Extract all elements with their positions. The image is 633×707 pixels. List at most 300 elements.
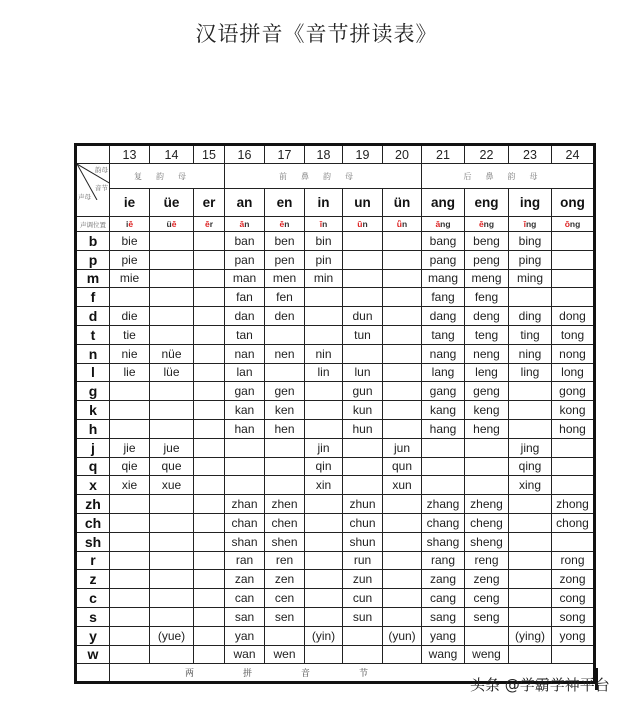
syllable-cell: mie bbox=[110, 269, 150, 288]
syllable-cell: tan bbox=[225, 325, 265, 344]
syllable-cell bbox=[383, 269, 422, 288]
syllable-cell: nong bbox=[552, 344, 595, 363]
syllable-cell: lun bbox=[343, 363, 383, 382]
syllable-cell: zhan bbox=[225, 495, 265, 514]
syllable-cell bbox=[552, 476, 595, 495]
syllable-cell: hen bbox=[265, 419, 305, 438]
initial-label: h bbox=[76, 419, 110, 438]
syllable-cell: (ying) bbox=[509, 626, 552, 645]
syllable-cell bbox=[509, 382, 552, 401]
syllable-cell bbox=[150, 401, 194, 420]
table-row bbox=[76, 457, 595, 476]
tone-letters: i bbox=[125, 219, 129, 229]
table-row bbox=[76, 401, 595, 420]
tone-mark: ē bbox=[279, 219, 285, 229]
syllable-cell: gang bbox=[422, 382, 465, 401]
syllable-cell bbox=[305, 551, 343, 570]
syllable-cell: xue bbox=[150, 476, 194, 495]
table-row bbox=[76, 495, 595, 514]
syllable-cell: chong bbox=[552, 513, 595, 532]
syllable-cell bbox=[305, 401, 343, 420]
syllable-cell: gun bbox=[343, 382, 383, 401]
column-number: 21 bbox=[422, 145, 465, 164]
syllable-cell bbox=[509, 513, 552, 532]
column-number: 14 bbox=[150, 145, 194, 164]
syllable-cell: lüe bbox=[150, 363, 194, 382]
tone-row bbox=[76, 217, 595, 232]
syllable-cell: pin bbox=[305, 250, 343, 269]
syllable-cell bbox=[150, 495, 194, 514]
table-row bbox=[76, 607, 595, 626]
syllable-cell: gong bbox=[552, 382, 595, 401]
syllable-cell bbox=[383, 495, 422, 514]
syllable-cell: ding bbox=[509, 307, 552, 326]
syllable-cell bbox=[194, 438, 225, 457]
syllable-cell bbox=[383, 325, 422, 344]
syllable-cell bbox=[110, 626, 150, 645]
syllable-cell bbox=[194, 495, 225, 514]
initial-label: k bbox=[76, 401, 110, 420]
page-title: 汉语拼音《音节拼读表》 bbox=[195, 22, 438, 46]
initial-label: g bbox=[76, 382, 110, 401]
syllable-cell bbox=[110, 382, 150, 401]
syllable-cell bbox=[150, 532, 194, 551]
watermark: 头条 @学霸学神平台 bbox=[470, 676, 610, 694]
syllable-cell: den bbox=[265, 307, 305, 326]
syllable-cell: tun bbox=[343, 325, 383, 344]
syllable-cell bbox=[265, 325, 305, 344]
syllable-cell: shun bbox=[343, 532, 383, 551]
syllable-cell bbox=[383, 532, 422, 551]
syllable-cell: peng bbox=[465, 250, 509, 269]
syllable-cell bbox=[343, 438, 383, 457]
syllable-cell: ben bbox=[265, 232, 305, 251]
corner-blank bbox=[76, 145, 110, 164]
syllable-cell: ren bbox=[265, 551, 305, 570]
syllable-cell bbox=[343, 476, 383, 495]
syllable-cell bbox=[343, 232, 383, 251]
initial-label: b bbox=[76, 232, 110, 251]
tone-letters: ü bbox=[166, 219, 172, 229]
syllable-cell bbox=[465, 626, 509, 645]
syllable-cell: pie bbox=[110, 250, 150, 269]
syllable-cell: gan bbox=[225, 382, 265, 401]
tone-position bbox=[509, 217, 552, 232]
tone-mark: ē bbox=[478, 219, 484, 229]
syllable-cell bbox=[265, 626, 305, 645]
syllable-cell bbox=[305, 645, 343, 664]
tone-position bbox=[265, 217, 305, 232]
initial-label: s bbox=[76, 607, 110, 626]
table-row bbox=[76, 532, 595, 551]
initial-label: j bbox=[76, 438, 110, 457]
initial-label: l bbox=[76, 363, 110, 382]
initial-label: ch bbox=[76, 513, 110, 532]
syllable-cell bbox=[150, 607, 194, 626]
syllable-cell bbox=[383, 419, 422, 438]
tone-letters: ng bbox=[483, 219, 495, 229]
syllable-cell bbox=[305, 570, 343, 589]
syllable-cell bbox=[150, 419, 194, 438]
syllable-cell bbox=[383, 551, 422, 570]
tone-position bbox=[343, 217, 383, 232]
syllable-cell bbox=[305, 325, 343, 344]
syllable-cell: sheng bbox=[465, 532, 509, 551]
syllable-cell bbox=[343, 645, 383, 664]
syllable-cell: jun bbox=[383, 438, 422, 457]
syllable-cell: xie bbox=[110, 476, 150, 495]
syllable-cell bbox=[422, 476, 465, 495]
syllable-cell: jing bbox=[509, 438, 552, 457]
syllable-table bbox=[74, 143, 596, 684]
syllable-cell: zan bbox=[225, 570, 265, 589]
syllable-cell: reng bbox=[465, 551, 509, 570]
syllable-cell bbox=[194, 344, 225, 363]
syllable-cell bbox=[110, 288, 150, 307]
syllable-cell bbox=[509, 401, 552, 420]
column-number: 22 bbox=[465, 145, 509, 164]
syllable-cell bbox=[150, 307, 194, 326]
footer-blank bbox=[76, 664, 110, 683]
syllable-cell: ken bbox=[265, 401, 305, 420]
tone-position bbox=[110, 217, 150, 232]
syllable-cell: weng bbox=[465, 645, 509, 664]
corner-label-initial: 声母 bbox=[78, 193, 91, 201]
syllable-cell: pan bbox=[225, 250, 265, 269]
syllable-cell bbox=[305, 419, 343, 438]
initial-label: r bbox=[76, 551, 110, 570]
syllable-cell: rang bbox=[422, 551, 465, 570]
header-corner bbox=[76, 164, 110, 217]
syllable-cell: nüe bbox=[150, 344, 194, 363]
initial-label: q bbox=[76, 457, 110, 476]
syllable-cell bbox=[150, 645, 194, 664]
syllable-cell: nin bbox=[305, 344, 343, 363]
tone-mark: ō bbox=[564, 219, 570, 229]
final-header: eng bbox=[465, 189, 509, 217]
syllable-cell bbox=[194, 269, 225, 288]
syllable-cell bbox=[509, 551, 552, 570]
syllable-cell bbox=[150, 250, 194, 269]
table-row bbox=[76, 570, 595, 589]
column-number: 24 bbox=[552, 145, 595, 164]
initial-label: c bbox=[76, 589, 110, 608]
column-number: 20 bbox=[383, 145, 422, 164]
syllable-cell bbox=[552, 232, 595, 251]
initial-label: f bbox=[76, 288, 110, 307]
table-row bbox=[76, 325, 595, 344]
syllable-cell: heng bbox=[465, 419, 509, 438]
initial-label: d bbox=[76, 307, 110, 326]
syllable-cell: zhen bbox=[265, 495, 305, 514]
syllable-cell bbox=[194, 457, 225, 476]
syllable-cell: deng bbox=[465, 307, 509, 326]
final-header: un bbox=[343, 189, 383, 217]
syllable-cell bbox=[150, 551, 194, 570]
tone-letters: n bbox=[322, 219, 328, 229]
syllable-cell: long bbox=[552, 363, 595, 382]
syllable-cell: fen bbox=[265, 288, 305, 307]
syllable-cell: qing bbox=[509, 457, 552, 476]
syllable-cell: gen bbox=[265, 382, 305, 401]
syllable-cell: geng bbox=[465, 382, 509, 401]
syllable-cell bbox=[194, 645, 225, 664]
syllable-cell: can bbox=[225, 589, 265, 608]
syllable-cell bbox=[343, 457, 383, 476]
syllable-cell bbox=[194, 363, 225, 382]
syllable-cell: zen bbox=[265, 570, 305, 589]
syllable-cell bbox=[509, 532, 552, 551]
initial-label: m bbox=[76, 269, 110, 288]
table-row bbox=[76, 363, 595, 382]
syllable-cell: zhang bbox=[422, 495, 465, 514]
syllable-cell bbox=[110, 607, 150, 626]
syllable-cell bbox=[110, 419, 150, 438]
final-header: ing bbox=[509, 189, 552, 217]
footer-word: 拼 bbox=[242, 669, 252, 680]
syllable-cell bbox=[194, 288, 225, 307]
syllable-cell: sun bbox=[343, 607, 383, 626]
syllable-cell bbox=[383, 645, 422, 664]
syllable-cell bbox=[194, 532, 225, 551]
syllable-cell bbox=[343, 288, 383, 307]
syllable-cell: qin bbox=[305, 457, 343, 476]
syllable-cell bbox=[552, 532, 595, 551]
syllable-cell: ming bbox=[509, 269, 552, 288]
syllable-cell bbox=[383, 250, 422, 269]
tone-letters: n bbox=[284, 219, 290, 229]
syllable-cell: song bbox=[552, 607, 595, 626]
syllable-cell bbox=[225, 457, 265, 476]
table-row bbox=[76, 645, 595, 664]
syllable-cell: que bbox=[150, 457, 194, 476]
syllable-cell bbox=[305, 513, 343, 532]
syllable-cell bbox=[383, 382, 422, 401]
syllable-cell bbox=[150, 288, 194, 307]
column-number: 13 bbox=[110, 145, 150, 164]
tone-mark: ē bbox=[204, 219, 210, 229]
syllable-cell: bin bbox=[305, 232, 343, 251]
tone-position-label: 声调位置 bbox=[76, 217, 110, 232]
syllable-cell bbox=[265, 476, 305, 495]
syllable-cell bbox=[383, 344, 422, 363]
syllable-cell bbox=[509, 288, 552, 307]
initial-label: t bbox=[76, 325, 110, 344]
syllable-cell: chan bbox=[225, 513, 265, 532]
tone-position bbox=[422, 217, 465, 232]
syllable-cell bbox=[465, 438, 509, 457]
syllable-cell: (yue) bbox=[150, 626, 194, 645]
syllable-cell: rong bbox=[552, 551, 595, 570]
syllable-cell bbox=[305, 307, 343, 326]
syllable-cell: mang bbox=[422, 269, 465, 288]
syllable-cell bbox=[110, 513, 150, 532]
syllable-cell: hang bbox=[422, 419, 465, 438]
syllable-cell: cun bbox=[343, 589, 383, 608]
table-row bbox=[76, 232, 595, 251]
syllable-cell bbox=[194, 513, 225, 532]
table-row bbox=[76, 513, 595, 532]
syllable-cell bbox=[110, 532, 150, 551]
syllable-cell bbox=[150, 513, 194, 532]
syllable-cell bbox=[110, 551, 150, 570]
syllable-cell: zang bbox=[422, 570, 465, 589]
syllable-cell: nang bbox=[422, 344, 465, 363]
footer-word: 音 bbox=[300, 669, 310, 680]
table-row bbox=[76, 269, 595, 288]
syllable-cell: lie bbox=[110, 363, 150, 382]
final-header: üe bbox=[150, 189, 194, 217]
column-number: 18 bbox=[305, 145, 343, 164]
syllable-cell bbox=[265, 363, 305, 382]
syllable-cell bbox=[552, 269, 595, 288]
syllable-cell: zeng bbox=[465, 570, 509, 589]
syllable-cell bbox=[383, 513, 422, 532]
finals-row bbox=[76, 189, 595, 217]
syllable-cell: tang bbox=[422, 325, 465, 344]
final-group-label: 后鼻韵母 bbox=[422, 164, 595, 189]
syllable-cell bbox=[110, 570, 150, 589]
syllable-cell bbox=[509, 607, 552, 626]
syllable-cell: xing bbox=[509, 476, 552, 495]
syllable-cell: cen bbox=[265, 589, 305, 608]
syllable-cell: cong bbox=[552, 589, 595, 608]
initial-label: sh bbox=[76, 532, 110, 551]
column-number: 23 bbox=[509, 145, 552, 164]
tone-mark: ī bbox=[523, 219, 526, 229]
final-header: er bbox=[194, 189, 225, 217]
final-header: en bbox=[265, 189, 305, 217]
syllable-cell bbox=[509, 419, 552, 438]
syllable-cell bbox=[343, 344, 383, 363]
syllable-cell bbox=[422, 457, 465, 476]
syllable-cell bbox=[465, 457, 509, 476]
initial-label: y bbox=[76, 626, 110, 645]
syllable-cell bbox=[194, 589, 225, 608]
syllable-cell bbox=[194, 250, 225, 269]
final-header: ong bbox=[552, 189, 595, 217]
syllable-cell: zhong bbox=[552, 495, 595, 514]
syllable-cell: pen bbox=[265, 250, 305, 269]
syllable-cell: bing bbox=[509, 232, 552, 251]
syllable-cell: wan bbox=[225, 645, 265, 664]
syllable-cell bbox=[383, 570, 422, 589]
syllable-cell: qun bbox=[383, 457, 422, 476]
syllable-cell bbox=[552, 457, 595, 476]
syllable-cell bbox=[265, 457, 305, 476]
syllable-cell: jie bbox=[110, 438, 150, 457]
syllable-cell: dong bbox=[552, 307, 595, 326]
syllable-cell bbox=[265, 438, 305, 457]
final-header: ang bbox=[422, 189, 465, 217]
syllable-cell bbox=[383, 232, 422, 251]
syllable-cell bbox=[552, 438, 595, 457]
number-row bbox=[76, 145, 595, 164]
syllable-cell: hun bbox=[343, 419, 383, 438]
tone-letters: ng bbox=[440, 219, 451, 229]
table-row bbox=[76, 551, 595, 570]
syllable-cell: wen bbox=[265, 645, 305, 664]
syllable-cell: wang bbox=[422, 645, 465, 664]
syllable-cell bbox=[343, 626, 383, 645]
syllable-cell bbox=[305, 288, 343, 307]
syllable-cell bbox=[383, 288, 422, 307]
syllable-cell bbox=[509, 589, 552, 608]
tone-position bbox=[225, 217, 265, 232]
syllable-cell: nan bbox=[225, 344, 265, 363]
syllable-cell: ping bbox=[509, 250, 552, 269]
syllable-cell: cheng bbox=[465, 513, 509, 532]
syllable-cell bbox=[305, 532, 343, 551]
syllable-cell: ceng bbox=[465, 589, 509, 608]
syllable-cell bbox=[150, 325, 194, 344]
syllable-cell: kan bbox=[225, 401, 265, 420]
syllable-cell: nie bbox=[110, 344, 150, 363]
syllable-cell bbox=[110, 589, 150, 608]
syllable-cell: shan bbox=[225, 532, 265, 551]
syllable-cell: zun bbox=[343, 570, 383, 589]
footer-word: 节 bbox=[358, 669, 368, 680]
syllable-cell: tong bbox=[552, 325, 595, 344]
syllable-cell bbox=[552, 288, 595, 307]
syllable-cell: cang bbox=[422, 589, 465, 608]
syllable-cell: sen bbox=[265, 607, 305, 626]
syllable-cell bbox=[383, 401, 422, 420]
syllable-cell bbox=[509, 645, 552, 664]
syllable-cell bbox=[194, 325, 225, 344]
syllable-cell: teng bbox=[465, 325, 509, 344]
syllable-cell: qie bbox=[110, 457, 150, 476]
tone-letters: ng bbox=[525, 219, 537, 229]
syllable-cell: meng bbox=[465, 269, 509, 288]
syllable-cell: yang bbox=[422, 626, 465, 645]
syllable-cell: yong bbox=[552, 626, 595, 645]
syllable-cell: lang bbox=[422, 363, 465, 382]
syllable-cell: leng bbox=[465, 363, 509, 382]
syllable-cell: men bbox=[265, 269, 305, 288]
tone-position bbox=[194, 217, 225, 232]
syllable-cell bbox=[110, 645, 150, 664]
syllable-cell bbox=[305, 382, 343, 401]
syllable-cell: kang bbox=[422, 401, 465, 420]
column-number: 15 bbox=[194, 145, 225, 164]
syllable-cell: zong bbox=[552, 570, 595, 589]
syllable-cell bbox=[150, 589, 194, 608]
syllable-cell: ban bbox=[225, 232, 265, 251]
tone-position bbox=[465, 217, 509, 232]
tone-letters: ng bbox=[569, 219, 581, 229]
syllable-cell: pang bbox=[422, 250, 465, 269]
syllable-cell: bang bbox=[422, 232, 465, 251]
syllable-cell: xin bbox=[305, 476, 343, 495]
syllable-cell bbox=[552, 250, 595, 269]
table-row bbox=[76, 438, 595, 457]
tone-position bbox=[383, 217, 422, 232]
corner-label-final: 韵母 bbox=[95, 166, 108, 174]
syllable-cell bbox=[194, 626, 225, 645]
table-row bbox=[76, 382, 595, 401]
syllable-cell: run bbox=[343, 551, 383, 570]
syllable-cell: shang bbox=[422, 532, 465, 551]
syllable-cell bbox=[383, 307, 422, 326]
syllable-cell: fan bbox=[225, 288, 265, 307]
initial-label: n bbox=[76, 344, 110, 363]
table-row bbox=[76, 288, 595, 307]
syllable-cell bbox=[150, 232, 194, 251]
syllable-cell bbox=[194, 401, 225, 420]
syllable-cell: sang bbox=[422, 607, 465, 626]
syllable-cell bbox=[465, 476, 509, 495]
